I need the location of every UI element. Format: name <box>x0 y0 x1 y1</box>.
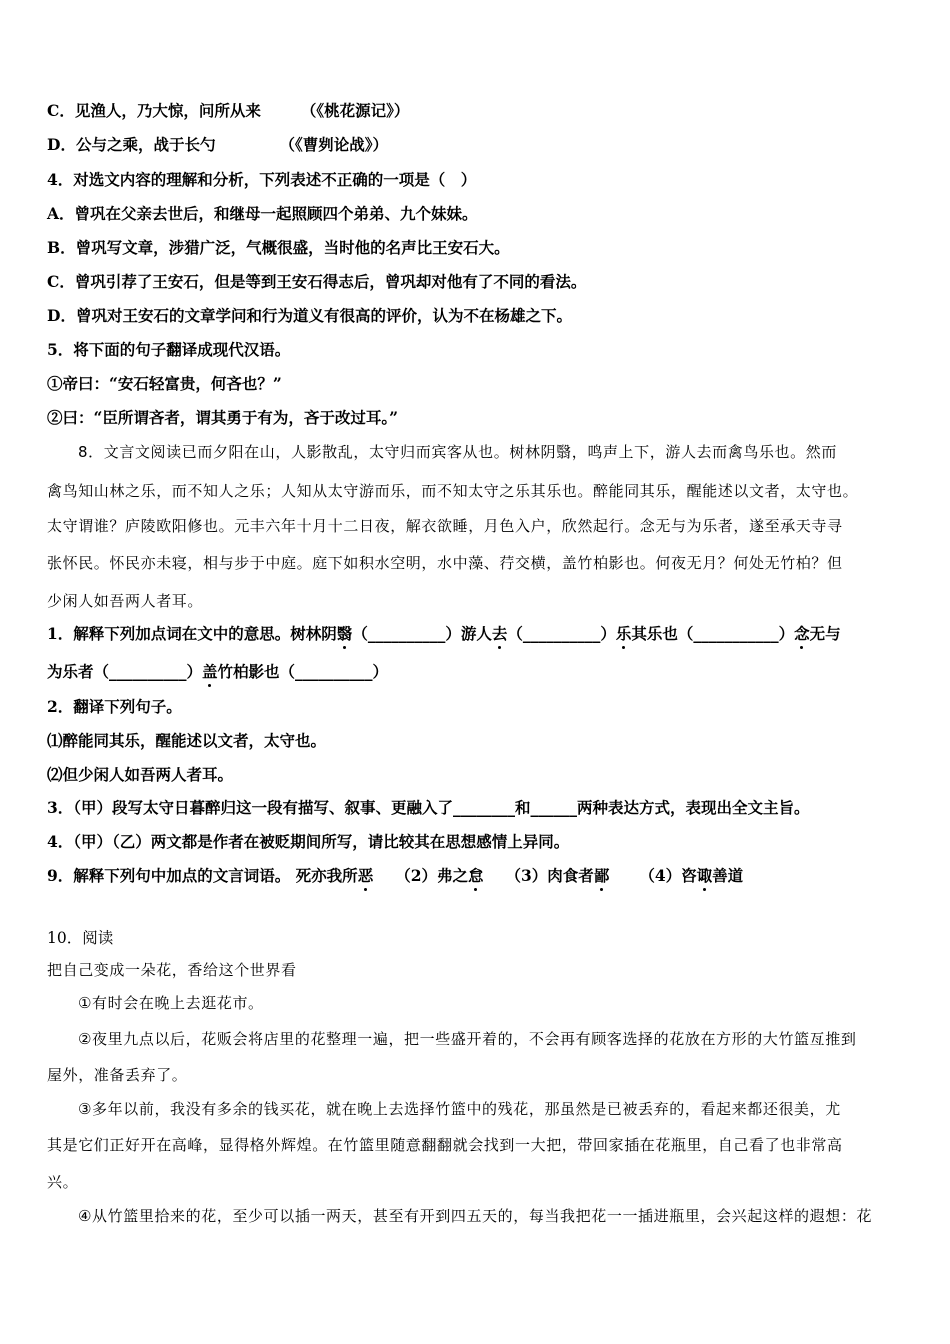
q4-stem: 4．对选文内容的理解和分析，下列表述不正确的一项是（ ） <box>47 170 477 189</box>
q8-passage-line: 8．文言文阅读已而夕阳在山，人影散乱，太守归而宾客从也。树林阴翳，鸣声上下，游人去而禽鸟乐也。然而 <box>78 443 837 461</box>
q4-option-d: D．曾巩对王安石的文章学问和行为道义有很高的评价，认为不在杨雄之下。 <box>47 306 572 325</box>
q10-stem: 10．阅读 <box>47 929 114 947</box>
q4-option-b: B．曾巩写文章，涉猎广泛，气概很盛，当时他的名声比王安石大。 <box>47 238 510 257</box>
q10-paragraph: ③多年以前，我没有多余的钱买花，就在晚上去选择竹篮中的残花，那虽然是已被丢弃的，看起来都还很美，尤 <box>78 1100 841 1118</box>
q8-sub2: 2．翻译下列句子。 <box>47 697 182 716</box>
option-3d: D．公与之乘，战于长勺 （《曹刿论战》） <box>47 135 388 154</box>
q8-sub4: 4．（甲）（乙）两文都是作者在被贬期间所写，请比较其在思想感情上异同。 <box>47 832 570 851</box>
q5-sentence-2: ②曰：“臣所谓吝者，谓其勇于有为，吝于改过耳。” <box>47 408 399 427</box>
q10-paragraph: ④从竹篮里拾来的花，至少可以插一两天，甚至有开到四五天的，每当我把花一一插进瓶里，会兴起这样的遐想：花 <box>78 1207 873 1225</box>
dotted-char: 诹 <box>696 866 713 885</box>
q10-paragraph: 兴。 <box>47 1173 79 1191</box>
dotted-char: 念 <box>794 624 810 643</box>
q8-sub2-1: ⑴醉能同其乐，醒能述以文者，太守也。 <box>47 731 327 750</box>
q8-sub3: 3．（甲）段写太守日暮醉归这一段有描写、叙事、更融入了________和______两种表达方式，表现出全文主旨。 <box>47 798 810 817</box>
dotted-char: 去 <box>491 624 508 643</box>
option-3c: C．见渔人，乃大惊，问所从来 （《桃花源记》） <box>47 101 410 120</box>
q4-option-a: A．曾巩在父亲去世后，和继母一起照顾四个弟弟、九个妹妹。 <box>47 204 478 223</box>
q8-passage-line: 禽鸟知山林之乐，而不知人之乐；人知从太守游而乐，而不知太守之乐其乐也。醉能同其乐，醒能述以文者，太守也。 <box>47 482 859 500</box>
q10-paragraph: 屋外，准备丢弃了。 <box>47 1066 188 1084</box>
dotted-char: 恶 <box>357 866 374 885</box>
q8-sub1: 1．解释下列加点词在文中的意思。树林阴翳（__________）游人去（__________）乐其乐也（___________）念无与 <box>47 624 841 643</box>
q10-paragraph: ①有时会在晚上去逛花市。 <box>78 994 264 1012</box>
q8-sub1-cont: 为乐者（__________）盖竹柏影也（__________） <box>47 662 389 681</box>
q8-passage-line: 太守谓谁？庐陵欧阳修也。元丰六年十月十二日夜，解衣欲睡，月色入户，欣然起行。念无与为乐者，遂至承天寺寻 <box>47 517 843 535</box>
dotted-char: 盖 <box>202 662 218 681</box>
q8-passage-line: 张怀民。怀民亦未寝，相与步于中庭。庭下如积水空明，水中藻、荇交横，盖竹柏影也。何夜无月？何处无竹柏？但 <box>47 554 843 572</box>
q10-paragraph: 其是它们正好开在高峰，显得格外辉煌。在竹篮里随意翻翻就会找到一大把，带回家插在花瓶里，自己看了也非常高 <box>47 1136 843 1154</box>
q8-passage-line: 少闲人如吾两人者耳。 <box>47 592 204 610</box>
q4-option-c: C．曾巩引荐了王安石，但是等到王安石得志后，曾巩却对他有了不同的看法。 <box>47 272 587 291</box>
q9: 9．解释下列句中加点的文言词语。 死亦我所恶 （2）弗之怠 （3）肉食者鄙 （4）咨诹善道 <box>47 866 744 885</box>
q10-article-title: 把自己变成一朵花，香给这个世界看 <box>47 961 297 979</box>
dotted-char: 乐 <box>615 624 632 643</box>
q5-sentence-1: ①帝曰：“安石轻富贵，何吝也？” <box>47 374 282 393</box>
q8-sub2-2: ⑵但少闲人如吾两人者耳。 <box>47 765 234 784</box>
dotted-char: 怠 <box>468 866 484 885</box>
q5-stem: 5．将下面的句子翻译成现代汉语。 <box>47 340 291 359</box>
q10-paragraph: ②夜里九点以后，花贩会将店里的花整理一遍，把一些盛开着的，不会再有顾客选择的花放在方形的大竹篮亙推到 <box>78 1030 857 1048</box>
dotted-char: 鄙 <box>593 866 610 885</box>
dotted-char: 翳 <box>336 624 353 643</box>
